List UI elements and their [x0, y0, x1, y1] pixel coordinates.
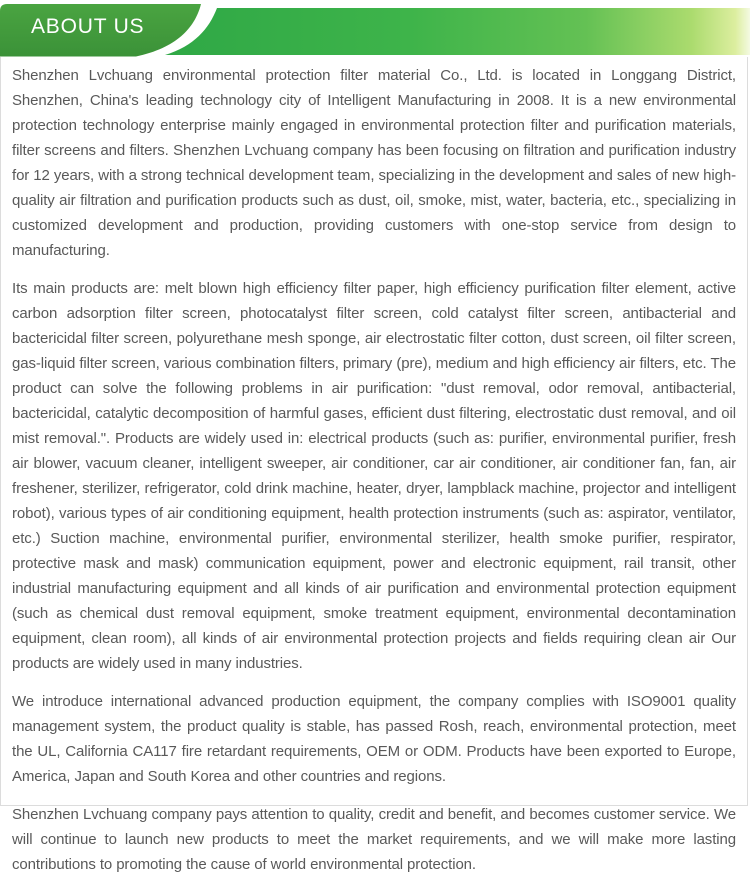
banner-bar [165, 8, 750, 55]
about-us-content [0, 57, 748, 873]
section-header-banner [0, 0, 750, 57]
about-paragraph-commitment: Shenzhen Lvchuang company pays attention to quality, credit and benefit, and becomes customer service. We will continue to launch new products to meet the market requirements, and we will make more lasting contributions to promoting the cause of world environmental protection. [12, 806, 736, 873]
about-paragraph-intro: Shenzhen Lvchuang environmental protection filter material Co., Ltd. is located in Longgang District, Shenzhen, China's leading technology city of Intelligent Manufacturing in 2008. It is a new environmental protection technology enterprise mainly engaged in environmental protection filter and purification materials, filter screens and filters. Shenzhen Lvchuang company has been focusing on filtration and purification industry for 12 years, with a strong technical development team, specializing in the development and sales of new high-quality air filtration and purification products such as dust, oil, smoke, mist, water, bacteria, etc., specializing in customized development and production, providing customers with one-stop service from design to manufacturing. [12, 67, 736, 259]
about-paragraph-quality: We introduce international advanced production equipment, the company complies with ISO9001 quality management system, the product quality is stable, has passed Rosh, reach, environmental protection, meet the UL, California CA117 fire retardant requirements, OEM or ODM. Products have been exported to Europe, America, Japan and South Korea and other countries and regions. [12, 693, 736, 785]
about-paragraph-products: Its main products are: melt blown high efficiency filter paper, high efficiency purification filter element, active carbon adsorption filter screen, photocatalyst filter screen, cold catalyst filter screen, antibacterial and bactericidal filter screen, polyurethane mesh sponge, air electrostatic filter cotton, dust screen, oil filter screen, gas-liquid filter screen, various combination filters, primary (pre), medium and high efficiency air filters, etc. The product can solve the following problems in air purification: "dust removal, odor removal, antibacterial, bactericidal, catalytic decomposition of harmful gases, efficient dust filtering, electrostatic dust removal, and oil mist removal.". Products are widely used in: electrical products (such as: purifier, environmental purifier, fresh air blower, vacuum cleaner, intelligent sweeper, air conditioner, car air conditioner, air conditioner fan, fan, air freshener, sterilizer, refrigerator, cold drink machine, heater, dryer, lampblack machine, projector and intelligent robot), various types of air conditioning equipment, health protection instruments (such as: aspirator, ventilator, etc.) Suction machine, environmental purifier, environmental sterilizer, health smoke purifier, respirator, protective mask and mask) communication equipment, power and electronic equipment, rail transit, other industrial manufacturing equipment and all kinds of air purification and environmental protection equipment (such as chemical dust removal equipment, smoke treatment equipment, environmental decontamination equipment, clean room), all kinds of air environmental protection projects and fields requiring clean air Our products are widely used in many industries. [12, 280, 736, 672]
page-title: ABOUT US [31, 15, 145, 38]
